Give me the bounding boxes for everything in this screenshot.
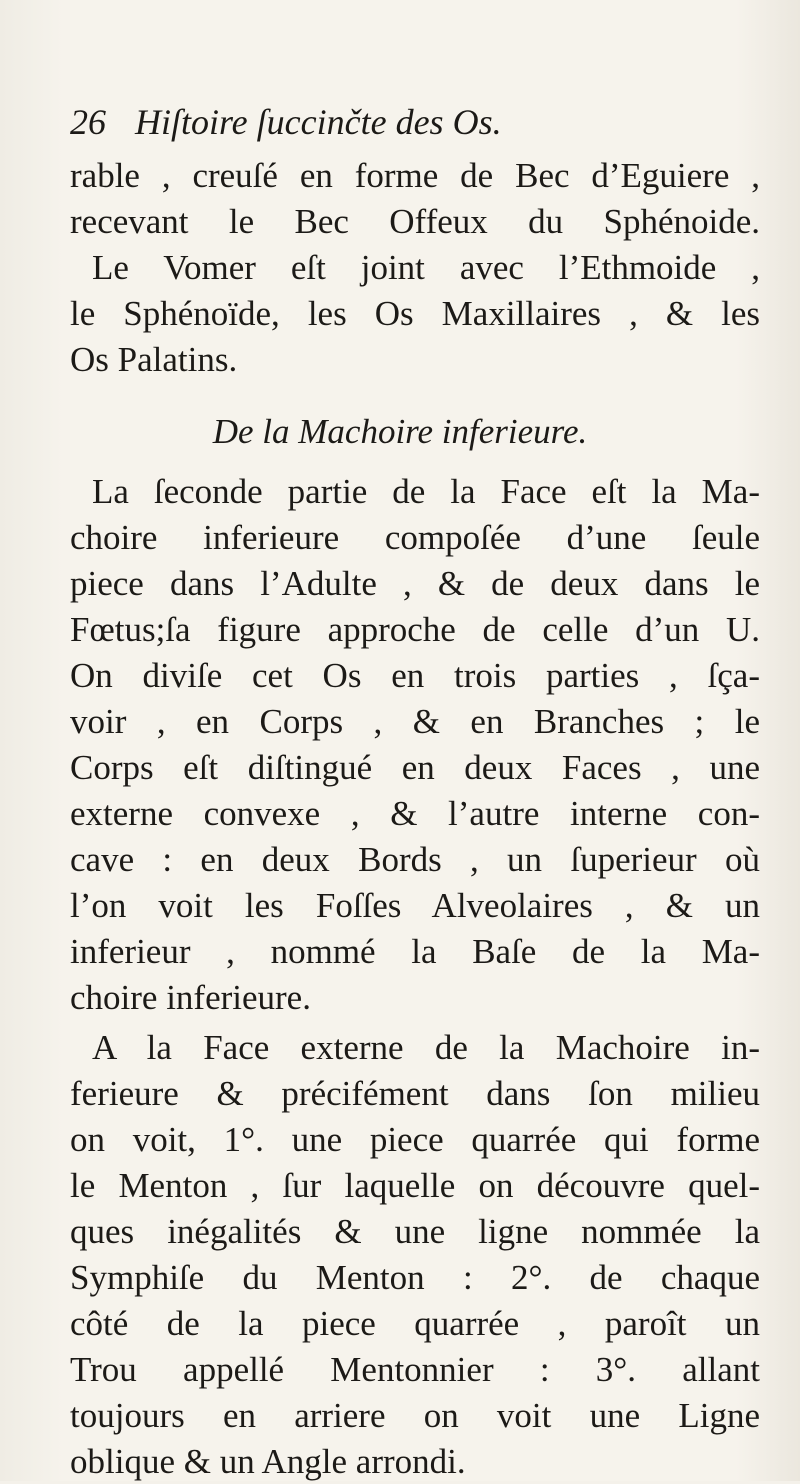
text-line: côté de la piece quarrée , paroît un	[70, 1304, 760, 1343]
text-line: A la Face externe de la Machoire in-	[92, 1028, 760, 1067]
text-line: cave : en deux Bords , un ſuperieur où	[70, 840, 760, 879]
text-line: on voit, 1°. une piece quarrée qui forme	[70, 1120, 760, 1159]
text-line: choire inferieure compoſée d’une ſeule	[70, 518, 760, 557]
text-line: ques inégalités & une ligne nommée la	[70, 1212, 760, 1251]
text-line: Fœtus;ſa figure approche de celle d’un U.	[70, 610, 760, 649]
section-heading: De la Machoire inferieure.	[212, 412, 588, 451]
text-line: le Sphénoïde, les Os Maxillaires , & les	[70, 294, 760, 333]
text-line: Trou appellé Mentonnier : 3°. allant	[70, 1350, 760, 1389]
text-line: choire inferieure.	[70, 978, 311, 1017]
text-line: rable , creuſé en forme de Bec d’Eguiere ,	[70, 156, 760, 195]
text-line: La ſeconde partie de la Face eſt la Ma-	[92, 472, 760, 511]
text-line: inferieur , nommé la Baſe de la Ma-	[70, 932, 760, 971]
text-line: On diviſe cet Os en trois parties , ſça-	[70, 656, 760, 695]
text-line: voir , en Corps , & en Branches ; le	[70, 702, 760, 741]
text-line: ferieure & précifément dans ſon milieu	[70, 1074, 760, 1113]
text-line: toujours en arriere on voit une Ligne	[70, 1396, 760, 1435]
text-line: l’on voit les Foſſes Alveolaires , & un	[70, 886, 760, 925]
text-line: Corps eſt diſtingué en deux Faces , une	[70, 748, 760, 787]
text-line: le Menton , ſur laquelle on découvre quel-	[70, 1166, 760, 1205]
text-line: Le Vomer eſt joint avec l’Ethmoide ,	[92, 248, 760, 287]
text-line: Os Palatins.	[70, 340, 238, 379]
text-line: Symphiſe du Menton : 2°. de chaque	[70, 1258, 760, 1297]
text-line: oblique & un Angle arrondi.	[70, 1442, 466, 1481]
running-title: Hiſtoire ſuccinčte des Os.	[135, 102, 502, 142]
text-line: externe convexe , & l’autre interne con-	[70, 794, 760, 833]
running-header	[70, 100, 770, 144]
text-line: piece dans l’Adulte , & de deux dans le	[70, 564, 760, 603]
text-line: recevant le Bec Offeux du Sphénoide.	[70, 202, 760, 241]
page-number: 26	[70, 102, 106, 142]
